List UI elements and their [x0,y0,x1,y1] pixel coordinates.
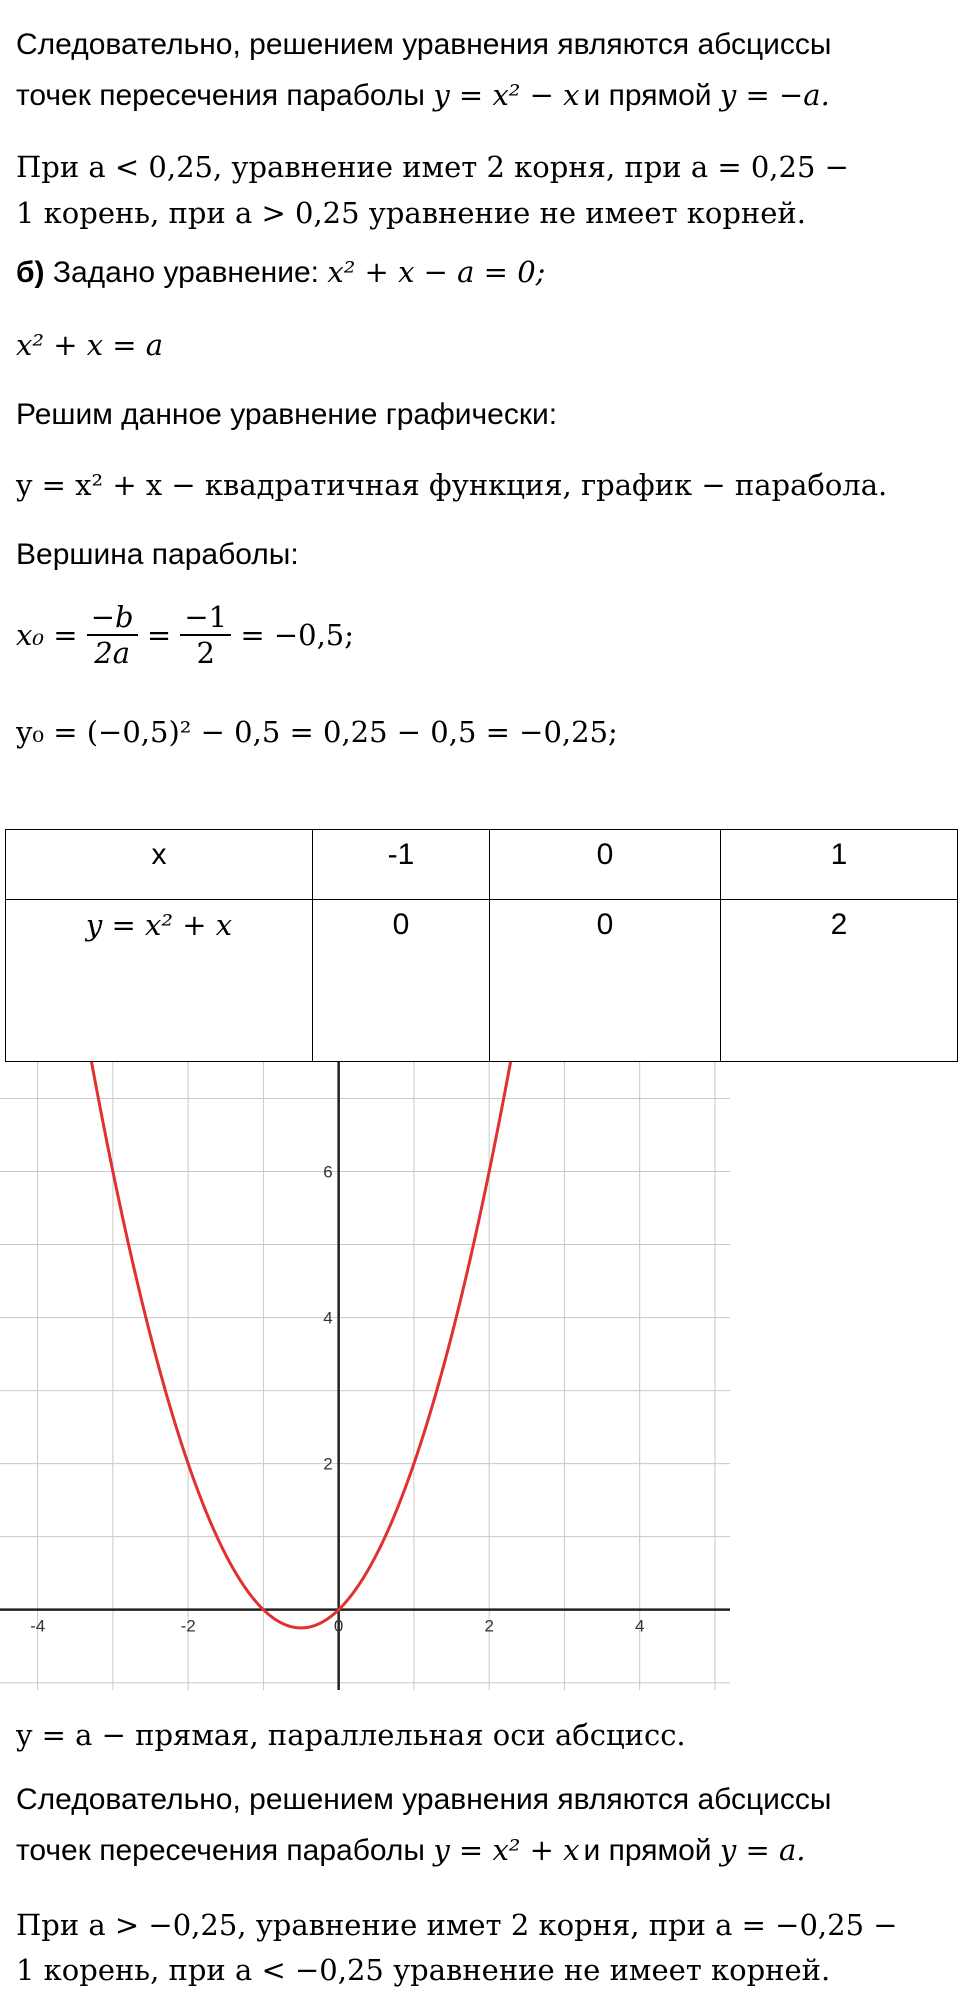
table-header-cell: -1 [313,830,490,900]
cases-a-line2: 1 корень, при a > 0,25 уравнение не имеет корней. [16,196,806,230]
y-tick-label: 6 [323,1162,333,1182]
part-b-given-text: Задано уравнение: [44,256,328,289]
vertex-x0-formula [16,600,956,690]
x-tick-label: 0 [333,1616,344,1636]
conclusion-a-line2 [16,78,956,113]
function-description: y = x² + x − квадратичная функция, график − парабола. [16,468,888,502]
x0-result: = −0,5; [240,618,355,652]
cases-a-line1: При a < 0,25, уравнение имет 2 корня, при a = 0,25 − [16,150,849,184]
parabola-graph [0,1062,730,1690]
parabola-curve [86,1062,517,1628]
part-b-given-equation: x² + x − a = 0; [327,255,546,289]
table-header-cell: x [6,830,313,900]
table-header-row [6,830,958,900]
x-tick-label: -2 [180,1616,196,1636]
table-row [6,900,958,1062]
part-b-label: б) [16,256,45,289]
conclusion-a-mid: и прямой [583,79,720,112]
vertex-y0-formula: y₀ = (−0,5)² − 0,5 = 0,25 − 0,5 = −0,25; [16,715,618,749]
y-tick-label: 4 [323,1308,333,1328]
part-b-given [16,255,956,290]
cases-b-line1: При a > −0,25, уравнение имет 2 корня, при a = −0,25 − [16,1908,898,1942]
parabola-equation-a: y = x² − x [433,78,580,112]
conclusion-b-text: точек пересечения параболы [16,1834,434,1867]
x-tick-label: 2 [484,1616,494,1636]
x-tick-label: 4 [634,1616,645,1636]
fraction-minus-1-over-2 [180,600,231,670]
table-cell: 0 [313,900,490,1062]
part-b-equation-2: x² + x = a [16,328,164,362]
cases-b-line2: 1 корень, при a < −0,25 уравнение не имеет корней. [16,1953,831,1987]
line-y-equals-a-description: y = a − прямая, параллельная оси абсцисс. [16,1718,686,1752]
table-cell: 0 [490,900,721,1062]
x0-lhs: x₀ = [16,618,78,652]
line-equation-a: y = −a. [719,78,830,112]
conclusion-b-mid: и прямой [583,1834,720,1867]
fraction-1-denominator: 2a [87,634,138,670]
fraction-minus-b-over-2a [87,600,138,670]
conclusion-a-line1: Следовательно, решением уравнения являются абсциссы [16,28,832,61]
table-row-label: y = x² + x [6,900,313,1062]
fraction-2-denominator: 2 [180,634,231,670]
conclusion-b-line1: Следовательно, решением уравнения являются абсциссы [16,1783,832,1816]
conclusion-b-line2 [16,1833,956,1868]
conclusion-a-text: точек пересечения параболы [16,79,434,112]
table-cell: 2 [721,900,958,1062]
line-equation-b: y = a. [719,1833,806,1867]
parabola-equation-b: y = x² + x [433,1833,580,1867]
table-header-cell: 0 [490,830,721,900]
values-table [5,829,958,1062]
x0-equals: = [146,618,172,652]
table-header-cell: 1 [721,830,958,900]
x-tick-label: -4 [30,1616,46,1636]
y-tick-label: 2 [323,1454,333,1474]
part-b-method: Решим данное уравнение графически: [16,398,558,431]
vertex-heading: Вершина параболы: [16,538,299,571]
fraction-1-numerator: −b [90,600,134,634]
fraction-2-numerator: −1 [184,600,228,634]
